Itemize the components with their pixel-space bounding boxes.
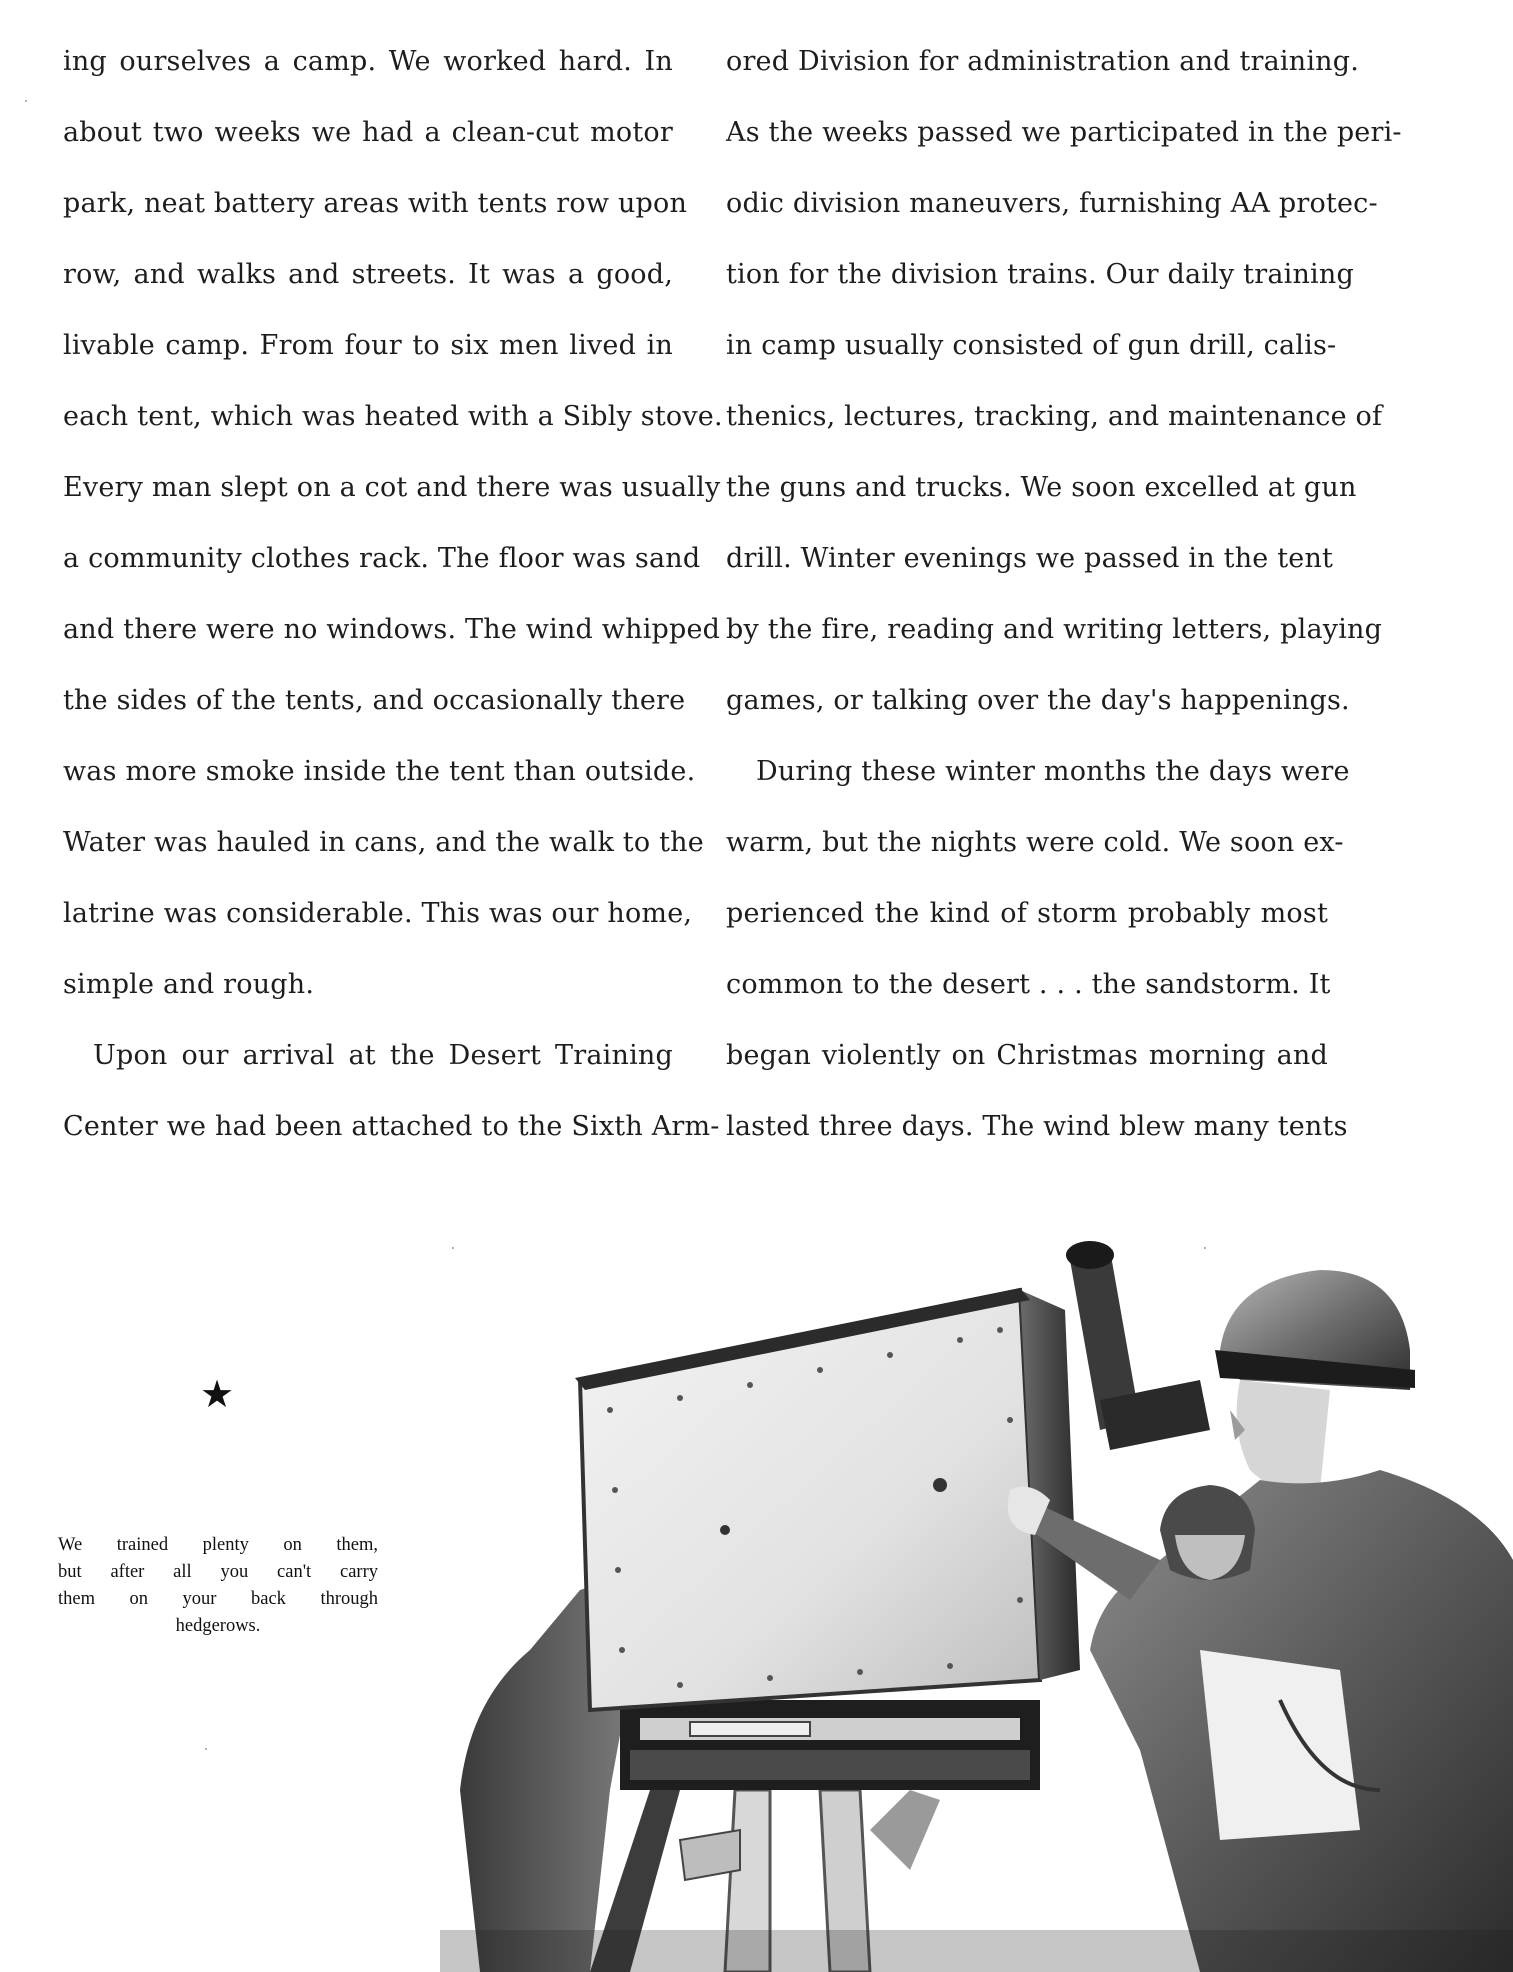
text-line: by the fire, reading and writing letters, playing <box>726 614 1383 645</box>
text-line: latrine was considerable. This was our home, <box>63 898 693 929</box>
text-line: Upon our arrival at the Desert Training <box>93 1040 673 1071</box>
text-line: was more smoke inside the tent than outside. <box>63 756 696 787</box>
caption-line: but after all you can't carry <box>58 1562 378 1582</box>
text-line: common to the desert . . . the sandstorm. It <box>726 969 1331 1000</box>
text-line: perienced the kind of storm probably most <box>726 898 1328 929</box>
caption-line: them on your back through <box>58 1589 378 1609</box>
text-line: Water was hauled in cans, and the walk to the <box>63 827 704 858</box>
text-line: warm, but the nights were cold. We soon ex- <box>726 827 1344 858</box>
caption-line: hedgerows. <box>175 1616 261 1636</box>
text-line: Center we had been attached to the Sixth Arm- <box>63 1111 720 1142</box>
text-line: thenics, lectures, tracking, and maintenance of <box>726 401 1383 432</box>
text-line: odic division maneuvers, furnishing AA protec- <box>726 188 1378 219</box>
text-line: and there were no windows. The wind whipped <box>63 614 721 645</box>
text-line: games, or talking over the day's happenings. <box>726 685 1350 716</box>
text-line: As the weeks passed we participated in the peri- <box>726 117 1402 148</box>
text-line: in camp usually consisted of gun drill, calis- <box>726 330 1337 361</box>
text-line: each tent, which was heated with a Sibly stove. <box>63 401 723 432</box>
star-icon: ★ <box>200 1372 235 1416</box>
text-line: the sides of the tents, and occasionally there <box>63 685 686 716</box>
text-line: simple and rough. <box>63 969 315 1000</box>
text-line: drill. Winter evenings we passed in the tent <box>726 543 1334 574</box>
text-line: ored Division for administration and training. <box>726 46 1360 77</box>
caption-line: We trained plenty on them, <box>58 1535 378 1555</box>
text-line: ing ourselves a camp. We worked hard. In <box>63 46 673 77</box>
text-line: livable camp. From four to six men lived in <box>63 330 673 361</box>
text-line: row, and walks and streets. It was a good, <box>63 259 673 290</box>
text-column-right <box>726 26 1402 1162</box>
text-line: began violently on Christmas morning and <box>726 1040 1328 1071</box>
text-line: a community clothes rack. The floor was sand <box>63 543 701 574</box>
photo-caption <box>58 1532 378 1640</box>
photo-soldiers-tracker <box>440 1230 1513 1972</box>
text-line: lasted three days. The wind blew many tents <box>726 1111 1348 1142</box>
text-line: Every man slept on a cot and there was usually <box>63 472 721 503</box>
scan-speck <box>25 100 27 102</box>
text-line: park, neat battery areas with tents row upon <box>63 188 688 219</box>
text-line: about two weeks we had a clean-cut motor <box>63 117 673 148</box>
text-line: During these winter months the days were <box>756 756 1350 787</box>
text-line: the guns and trucks. We soon excelled at gun <box>726 472 1357 503</box>
text-line: tion for the division trains. Our daily training <box>726 259 1354 290</box>
scan-speck <box>205 1748 207 1750</box>
text-column-left <box>63 26 723 1162</box>
